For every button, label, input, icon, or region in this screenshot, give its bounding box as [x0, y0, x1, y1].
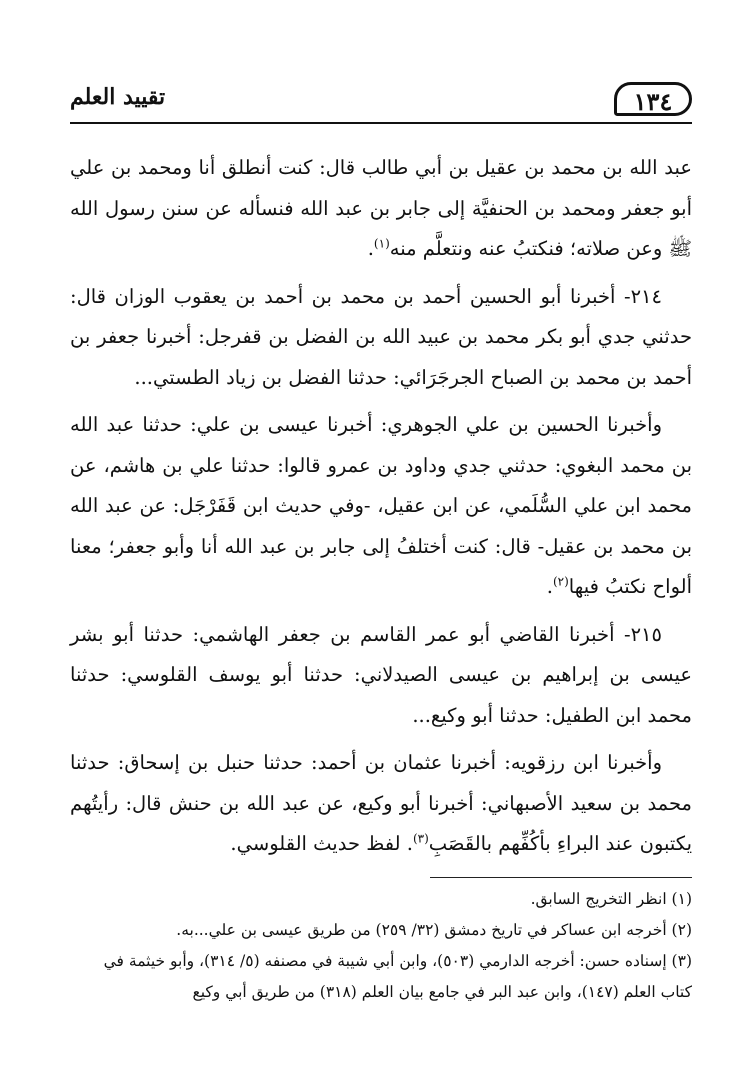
footnote: (٢) أخرجه ابن عساكر في تاريخ دمشق (٣٢/ ٢٥٩) من طريق عيسى بن علي...به.: [176, 921, 692, 939]
paragraph-text: ٢١٤- أخبرنا أبو الحسين أحمد بن محمد بن أحمد بن يعقوب الوزان قال: حدثني جدي أبو بكر محمد بن عبيد الله بن الفضل بن قفرجل: أخبرنا جعفر بن أحمد بن محمد بن الصباح الجرجَرَائي: حدثنا الفضل بن زياد الطستي...: [70, 284, 692, 389]
paragraph-text: عبد الله بن محمد بن عقيل بن أبي طالب قال: كنت أنطلق أنا ومحمد بن علي أبو جعفر ومحمد بن الحنفيَّة إلى جابر بن عبد الله فنسأله عن سنن رسول الله ﷺ وعن صلاته؛ فنكتبُ عنه ونتعلَّم منه: [70, 156, 692, 260]
paragraph-tail: .: [367, 237, 374, 260]
paragraph: [70, 277, 692, 399]
header-rule: [70, 122, 692, 124]
paragraph-tail: . لفظ حديث القلوسي.: [230, 832, 413, 855]
footnotes: [70, 884, 692, 1008]
paragraph-text: وأخبرنا ابن رزقويه: أخبرنا عثمان بن أحمد: حدثنا حنبل بن إسحاق: حدثنا محمد بن سعيد الأصبهاني: أخبرنا أبو وكيع، عن عبد الله بن حنش قال: رأيتُهم يكتبون عند البراءِ بأكُفِّهم بالقَصَبِ: [70, 751, 692, 855]
page-header: [70, 82, 692, 126]
paragraph: [70, 405, 692, 608]
footnote-ref: (١): [373, 236, 390, 251]
paragraph: [70, 743, 692, 865]
footnote: (٣) إسناده حسن: أخرجه الدارمي (٥٠٣)، وابن أبي شيبة في مصنفه (٥/ ٣١٤)، وأبو خيثمة في كتاب العلم (١٤٧)، وابن عبد البر في جامع بيان العلم (٣١٨) من طريق أبي وكيع: [103, 952, 692, 1001]
paragraph: [70, 615, 692, 737]
paragraph: [70, 148, 692, 270]
paragraph-text: ٢١٥- أخبرنا القاضي أبو عمر القاسم بن جعفر الهاشمي: حدثنا أبو بشر عيسى بن إبراهيم بن عيسى الصيدلاني: حدثنا أبو يوسف القلوسي: حدثنا محمد ابن الطفيل: حدثنا أبو وكيع...: [70, 622, 692, 727]
page-number: ١٣٤: [614, 82, 692, 116]
paragraph-tail: .: [546, 575, 553, 598]
running-title: تقييد العلم: [70, 84, 166, 110]
footnote-separator: [430, 877, 692, 878]
footnote-ref: (٢): [552, 574, 569, 589]
main-text: [70, 148, 692, 872]
paragraph-text: وأخبرنا الحسين بن علي الجوهري: أخبرنا عيسى بن علي: حدثنا عبد الله بن محمد البغوي: حدثني جدي وداود بن عمرو قالوا: حدثنا علي بن هاشم، عن محمد ابن علي السُّلَمي، عن ابن عقيل، -وفي حديث ابن قَفَرْجَل: عن عبد الله بن محمد بن عقيل- قال: كنت أختلفُ إلى جابر بن عبد الله أنا وأبو جعفر؛ معنا ألواح نكتبُ فيها: [70, 413, 692, 598]
footnote-ref: (٣): [412, 831, 429, 846]
footnote: (١) انظر التخريج السابق.: [530, 890, 692, 908]
